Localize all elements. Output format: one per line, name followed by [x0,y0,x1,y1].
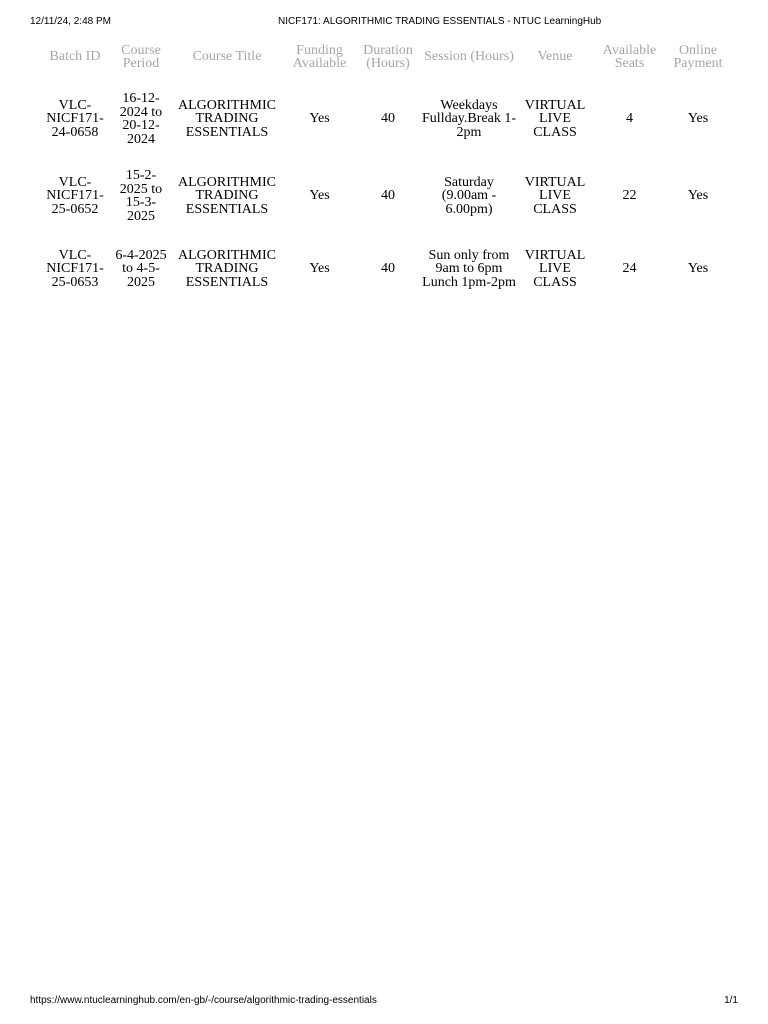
page-url: https://www.ntuclearninghub.com/en-gb/-/course/algorithmic-trading-essentials [30,995,377,1006]
cell-venue: VIRTUAL LIVE CLASS [524,247,586,290]
cell-available-seats: 22 [622,188,637,204]
header-venue: Venue [537,49,573,65]
cell-online-payment: Yes [687,111,709,127]
cell-course-title: ALGORITHMIC TRADING ESSENTIALS [178,174,276,217]
header-available-seats: Available Seats [602,42,657,71]
cell-duration-hours: 40 [381,188,395,204]
print-date: 12/11/24, 2:48 PM [30,16,111,27]
print-page-title: NICF171: ALGORITHMIC TRADING ESSENTIALS - NTUC LearningHub [278,16,602,27]
cell-session-hours: Weekdays Fullday.Break 1-2pm [422,97,516,140]
cell-session-hours: Sun only from 9am to 6pm Lunch 1pm-2pm [422,247,516,290]
cell-session-hours: Saturday (9.00am - 6.00pm) [441,174,497,217]
cell-online-payment: Yes [687,261,709,277]
cell-duration-hours: 40 [381,261,395,277]
header-duration-hours: Duration (Hours) [363,42,413,71]
cell-online-payment: Yes [687,188,709,204]
cell-funding-available: Yes [309,188,330,204]
table-row [40,74,728,154]
cell-funding-available: Yes [309,261,330,277]
print-footer [30,995,738,1009]
cell-venue: VIRTUAL LIVE CLASS [524,174,586,217]
cell-batch-id: VLC-NICF171-24-0658 [46,97,104,140]
cell-course-title: ALGORITHMIC TRADING ESSENTIALS [178,97,276,140]
cell-available-seats: 24 [622,261,637,277]
table-row [40,232,728,306]
header-batch-id: Batch ID [49,49,101,65]
header-funding-available: Funding Available [292,42,347,71]
cell-funding-available: Yes [309,111,330,127]
cell-course-period: 15-2-2025 to 15-3-2025 [119,168,163,224]
cell-duration-hours: 40 [381,111,395,127]
header-course-title: Course Title [192,49,262,65]
cell-course-period: 16-12-2024 to 20-12-2024 [119,91,163,147]
table-header-row [40,40,728,74]
header-session-hours: Session (Hours) [424,49,514,65]
cell-venue: VIRTUAL LIVE CLASS [524,97,586,140]
table-row [40,154,728,232]
print-header [30,16,738,30]
page-number: 1/1 [724,995,738,1006]
cell-batch-id: VLC-NICF171-25-0653 [46,247,104,290]
course-batches-table [40,40,728,306]
cell-batch-id: VLC-NICF171-25-0652 [46,174,104,217]
header-course-period: Course Period [121,42,161,71]
cell-course-period: 6-4-2025 to 4-5-2025 [115,247,167,290]
cell-course-title: ALGORITHMIC TRADING ESSENTIALS [178,247,276,290]
cell-available-seats: 4 [626,111,633,127]
header-online-payment: Online Payment [673,42,723,71]
